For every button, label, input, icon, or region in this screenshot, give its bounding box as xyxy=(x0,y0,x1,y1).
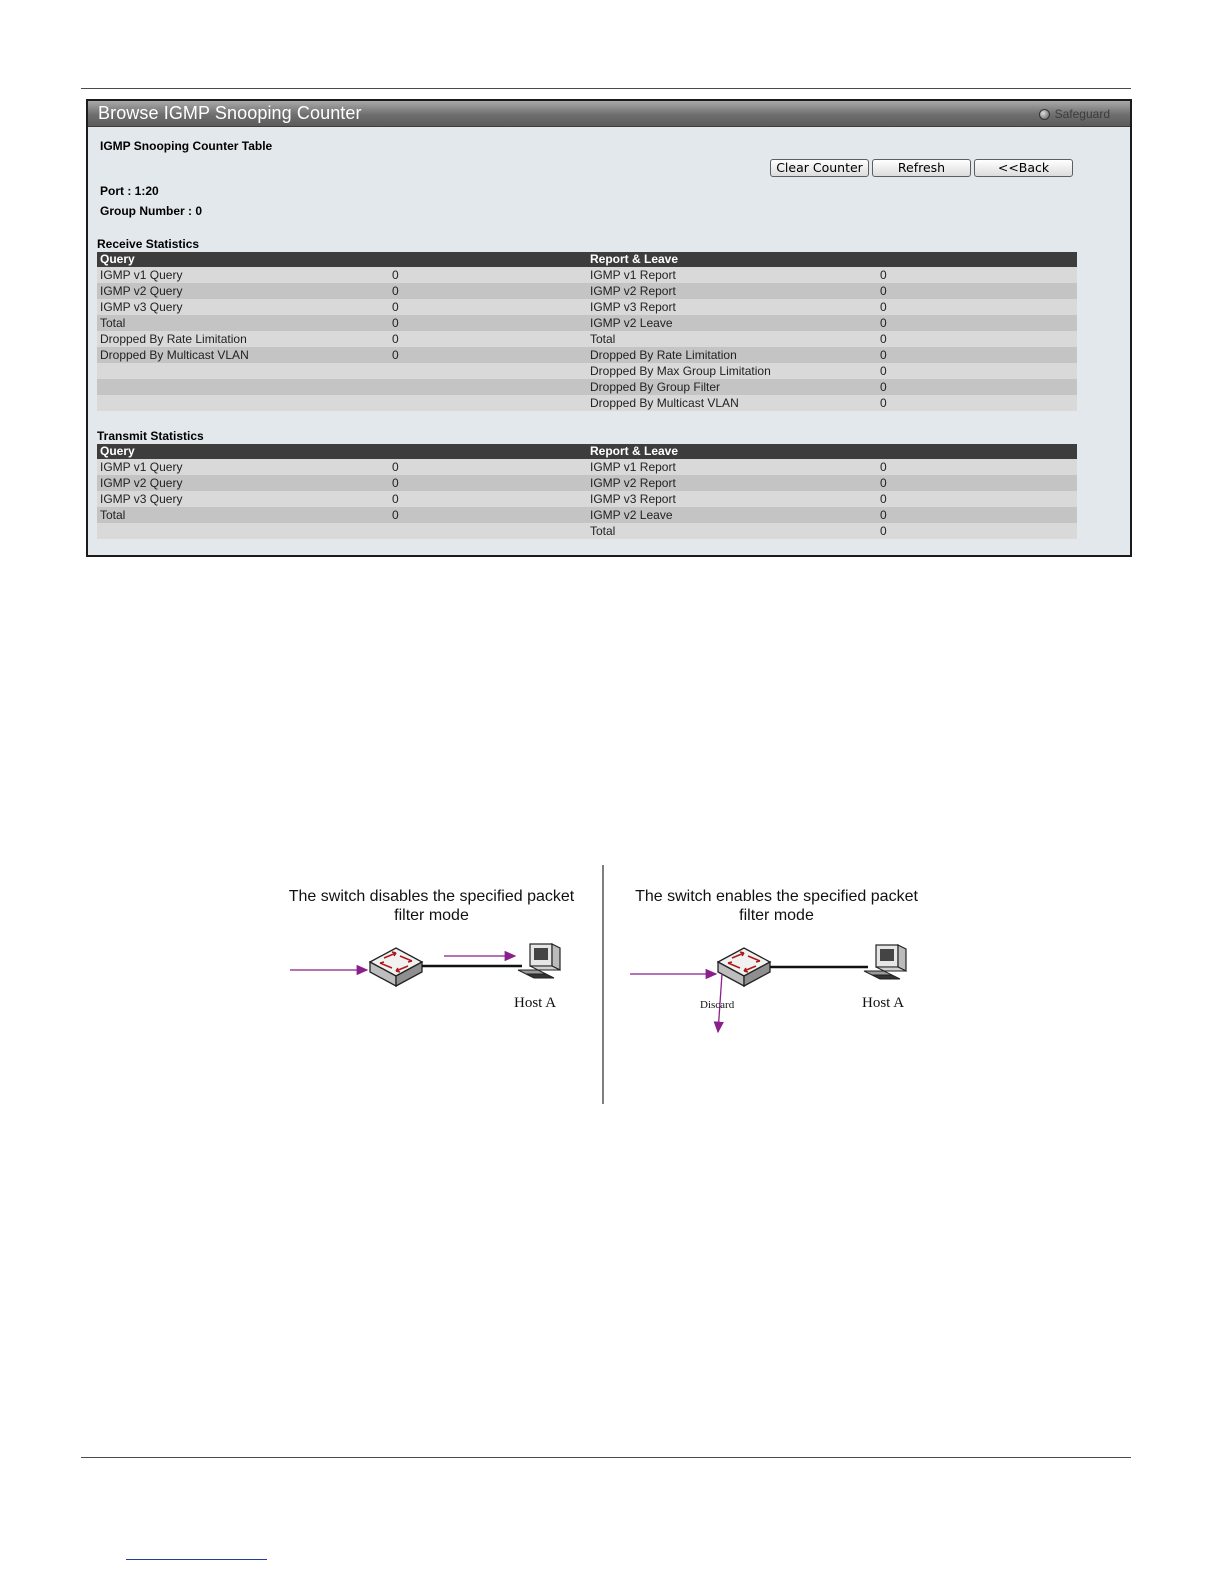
table-title: IGMP Snooping Counter Table xyxy=(100,139,273,153)
table-row xyxy=(97,363,1077,379)
report-label: Dropped By Multicast VLAN xyxy=(587,395,877,411)
report-value: 0 xyxy=(877,379,1077,395)
right-caption-line-2: filter mode xyxy=(739,907,814,924)
safeguard-label: Safeguard xyxy=(1054,107,1110,121)
table-row xyxy=(97,347,1077,363)
report-value: 0 xyxy=(877,475,1077,491)
report-value: 0 xyxy=(877,459,1077,475)
receive-statistics-title: Receive Statistics xyxy=(97,237,200,251)
report-label: IGMP v1 Report xyxy=(587,459,877,475)
query-value: 0 xyxy=(389,507,587,523)
table-row xyxy=(97,315,1077,331)
window-title: Browse IGMP Snooping Counter xyxy=(98,103,362,123)
report-value: 0 xyxy=(877,315,1077,331)
query-label: Total xyxy=(97,315,389,331)
report-label: Dropped By Rate Limitation xyxy=(587,347,877,363)
table-row xyxy=(97,491,1077,507)
report-label: IGMP v2 Leave xyxy=(587,315,877,331)
port-label: Port : 1:20 xyxy=(100,184,159,198)
footnote-link-underline xyxy=(126,1559,267,1560)
query-value: 0 xyxy=(389,315,587,331)
query-label: IGMP v2 Query xyxy=(97,475,389,491)
query-label: IGMP v1 Query xyxy=(97,459,389,475)
query-label xyxy=(97,523,389,539)
query-value: 0 xyxy=(389,459,587,475)
query-label xyxy=(97,379,389,395)
clear-counter-button[interactable]: Clear Counter xyxy=(770,159,869,177)
table-row xyxy=(97,475,1077,491)
report-value: 0 xyxy=(877,523,1077,539)
footer-rule xyxy=(81,1457,1131,1458)
table-row xyxy=(97,507,1077,523)
query-value xyxy=(389,395,587,411)
report-value: 0 xyxy=(877,331,1077,347)
query-label: Total xyxy=(97,507,389,523)
report-label: Dropped By Group Filter xyxy=(587,379,877,395)
query-value: 0 xyxy=(389,299,587,315)
receive-statistics-table xyxy=(97,252,1077,411)
query-value xyxy=(389,523,587,539)
query-value: 0 xyxy=(389,283,587,299)
refresh-button[interactable]: Refresh xyxy=(872,159,971,177)
safeguard-icon xyxy=(1039,109,1050,120)
query-label xyxy=(97,395,389,411)
query-value: 0 xyxy=(389,347,587,363)
query-header: Query xyxy=(97,444,587,459)
table-row xyxy=(97,379,1077,395)
query-value xyxy=(389,379,587,395)
group-number-label: Group Number : 0 xyxy=(100,204,203,218)
report-label: Dropped By Max Group Limitation xyxy=(587,363,877,379)
safeguard-indicator xyxy=(1039,107,1110,121)
report-value: 0 xyxy=(877,299,1077,315)
transmit-statistics-table xyxy=(97,444,1077,539)
report-label: IGMP v3 Report xyxy=(587,491,877,507)
report-value: 0 xyxy=(877,363,1077,379)
igmp-counter-screenshot xyxy=(86,99,1132,557)
report-leave-header: Report & Leave xyxy=(587,252,1077,267)
window-titlebar xyxy=(88,101,1130,127)
table-row xyxy=(97,267,1077,283)
report-value: 0 xyxy=(877,507,1077,523)
host-a-label-right: Host A xyxy=(862,995,905,1011)
table-row xyxy=(97,331,1077,347)
query-value: 0 xyxy=(389,267,587,283)
packet-filter-diagram xyxy=(270,862,950,1110)
report-label: Total xyxy=(587,523,877,539)
query-label: IGMP v1 Query xyxy=(97,267,389,283)
transmit-statistics-title: Transmit Statistics xyxy=(97,429,204,443)
query-label: IGMP v3 Query xyxy=(97,491,389,507)
report-label: IGMP v2 Report xyxy=(587,283,877,299)
report-label: IGMP v1 Report xyxy=(587,267,877,283)
report-label: IGMP v2 Report xyxy=(587,475,877,491)
left-caption-line-1: The switch disables the specified packet xyxy=(288,888,575,905)
table-row xyxy=(97,395,1077,411)
host-a-label-left: Host A xyxy=(514,995,557,1011)
report-label: IGMP v2 Leave xyxy=(587,507,877,523)
report-value: 0 xyxy=(877,283,1077,299)
discard-label: Discard xyxy=(700,999,735,1011)
table-row xyxy=(97,459,1077,475)
query-value: 0 xyxy=(389,491,587,507)
report-value: 0 xyxy=(877,491,1077,507)
back-button[interactable]: <<Back xyxy=(974,159,1073,177)
table-row xyxy=(97,283,1077,299)
report-leave-header: Report & Leave xyxy=(587,444,1077,459)
report-value: 0 xyxy=(877,267,1077,283)
query-label: IGMP v3 Query xyxy=(97,299,389,315)
report-label: IGMP v3 Report xyxy=(587,299,877,315)
table-row xyxy=(97,523,1077,539)
diagram-graphics xyxy=(270,862,950,1110)
switch-icon-right xyxy=(718,948,770,986)
report-value: 0 xyxy=(877,347,1077,363)
report-label: Total xyxy=(587,331,877,347)
query-label: Dropped By Multicast VLAN xyxy=(97,347,389,363)
query-label xyxy=(97,363,389,379)
query-label: Dropped By Rate Limitation xyxy=(97,331,389,347)
query-value: 0 xyxy=(389,475,587,491)
table-row xyxy=(97,299,1077,315)
header-rule xyxy=(81,88,1131,89)
switch-icon-left xyxy=(370,948,422,986)
host-pc-icon-left xyxy=(518,944,560,978)
host-pc-icon-right xyxy=(864,945,906,979)
query-value: 0 xyxy=(389,331,587,347)
right-caption-line-1: The switch enables the specified packet xyxy=(635,888,918,905)
query-value xyxy=(389,363,587,379)
query-label: IGMP v2 Query xyxy=(97,283,389,299)
left-caption-line-2: filter mode xyxy=(394,907,469,924)
query-header: Query xyxy=(97,252,587,267)
report-value: 0 xyxy=(877,395,1077,411)
